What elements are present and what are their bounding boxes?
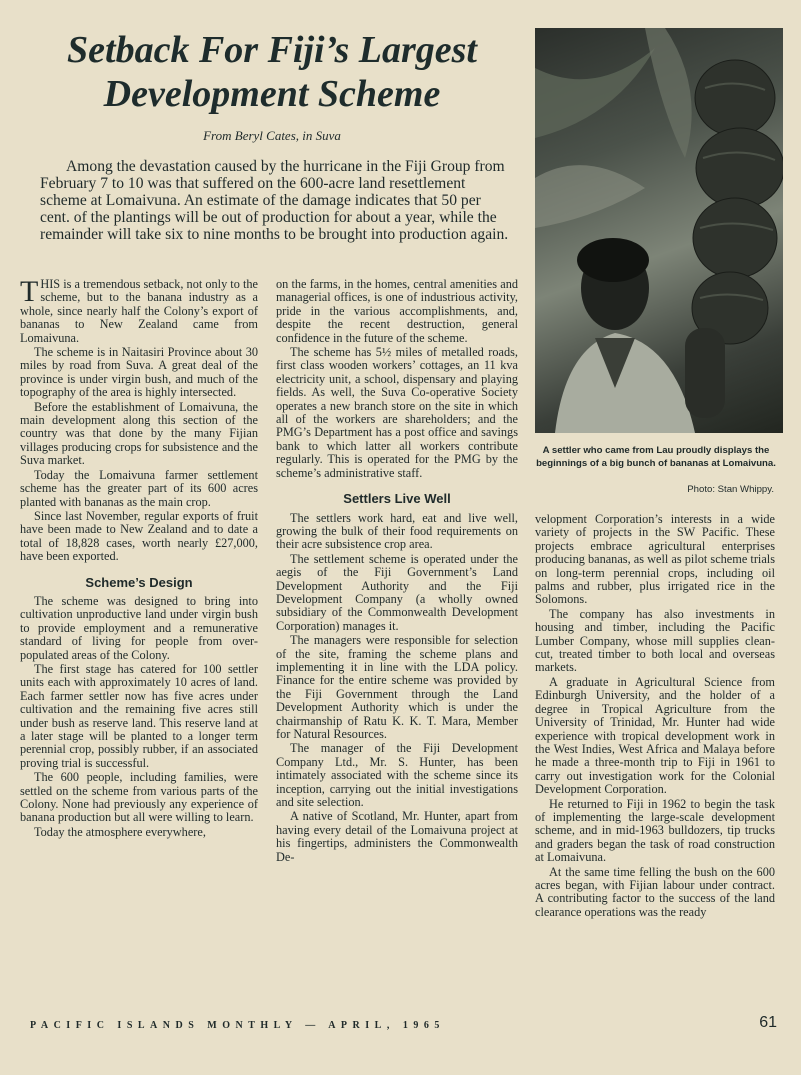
paragraph: on the farms, in the homes, central amenities and managerial offices, is one of industrious activity, pride in the various accomplishments, and, despite the recent destruction, general confidence in the future of the scheme. bbox=[276, 277, 518, 345]
paragraph: At the same time felling the bush on the 600 acres began, with Fijian labour under contract. A contributing factor to the success of the land clearance operations was the ready bbox=[535, 864, 775, 919]
paragraph: Today the atmosphere everywhere, bbox=[34, 824, 206, 839]
intro-paragraph: Among the devastation caused by the hurricane in the Fiji Group from February 7 to 10 was that suffered on the 600-acre land resettlement scheme at Lomaivuna. An estimate of the damage indicates that 50 per cent. of the plantings will be out of production for about a year, while the remainder will take six to nine months to be brought into production again. bbox=[40, 158, 509, 243]
photo-credit: Photo: Stan Whippy. bbox=[687, 484, 774, 495]
paragraph: The scheme has 5½ miles of metalled roads, first class wooden workers’ cottages, an 11 kva electricity unit, a school, dispensary and playing fields. As well, the Suva Co-operative Society operates a new branch store on the site in which all of the workers are shareholders; and the PMG’s Department has a post office and savings bank to which latter all workers contribute regularly. This is operated for the PMG by the scheme’s administrative staff. bbox=[276, 345, 518, 480]
paragraph: The company has also investments in housing and timber, including the Pacific Lumber Company, whose mill supplies clean-cut, treated timber to both local and overseas markets. bbox=[535, 606, 775, 675]
paragraph: Today the Lomaivuna farmer settlement scheme has the greater part of its 600 acres planted with bananas as the main crop. bbox=[20, 467, 258, 509]
paragraph: THIS is a tremendous setback, not only to the scheme, but to the banana industry as a whole, since nearly half the Colony’s export of bananas to New Zealand came from Lomaivuna. bbox=[20, 275, 258, 345]
byline: From Beryl Cates, in Suva bbox=[203, 128, 341, 143]
subheading-settlers-live-well: Settlers Live Well bbox=[343, 491, 451, 507]
paragraph: A graduate in Agricultural Science from Edinburgh University, and the holder of a degree in Tropical Agriculture from the University of Trinidad, Mr. Hunter had wide experience with tropical development work in the West Indies, West Africa and Malaya before he made a three-month trip to Fiji in 1961 to carry out investigation work for the Colonial Development Corporation. bbox=[535, 674, 775, 797]
subheading-schemes-design: Scheme’s Design bbox=[85, 574, 193, 590]
paragraph: The managers were responsible for selection of the site, framing the scheme plans and implementing it in line with the LDA policy. Finance for the entire scheme was provided by the Fiji Government through the Land Development Authority which is under the chairmanship of Ratu K. K. T. Mara, Member for Natural Resources. bbox=[276, 633, 518, 741]
photo-illustration bbox=[535, 28, 783, 433]
paragraph: The settlement scheme is operated under the aegis of the Fiji Government’s Land Development Authority and the Fiji Development Company (a wholly owned subsidiary of the Commonwealth Development Corporation) manages it. bbox=[276, 551, 518, 633]
paragraph: The settlers work hard, eat and live well, growing the bulk of their food requirements on their acre subsistence crop area. bbox=[276, 510, 518, 552]
article-title bbox=[22, 28, 522, 116]
title-line-1: Setback For Fiji’s Largest bbox=[67, 29, 477, 71]
column-2 bbox=[276, 278, 518, 865]
settler-photo bbox=[535, 28, 783, 433]
page-number: 61 bbox=[759, 1014, 777, 1031]
paragraph: The 600 people, including families, were settled on the scheme from various parts of the Colony. None had previously any experience of banana production but all were willing to learn. bbox=[20, 770, 258, 825]
paragraph: Since last November, regular exports of fruit have been made to New Zealand and to date a total of 18,828 cases, worth nearly £27,000, have been exported. bbox=[20, 508, 258, 564]
paragraph: Before the establishment of Lomaivuna, the main development along this section of the country was that done by the many Fijian villages producing crops for subsistence and the Suva market. bbox=[20, 399, 258, 468]
paragraph: He returned to Fiji in 1962 to begin the task of implementing the large-scale development scheme, and in mid-1963 bulldozers, tip trucks and graders began the task of road construction at Lomaivuna. bbox=[535, 796, 775, 865]
column-3 bbox=[535, 513, 775, 920]
paragraph: The first stage has catered for 100 settler units each with approximately 10 acres of land. Each farmer settler now has five acres under cultivation and the remaining five acres still under bush as reserve land. This reserve land at a later stage will be planted to a longer term perennial crop, possibly rubber, if an associated proving trial is successful. bbox=[20, 661, 258, 770]
photo-caption: A settler who came from Lau proudly displays the beginnings of a big bunch of bananas at Lomaivuna. bbox=[536, 445, 776, 469]
paragraph: The manager of the Fiji Development Company Ltd., Mr. S. Hunter, has been intimately associated with the scheme since its inception, carrying out the initial investigations and site selection. bbox=[276, 741, 518, 810]
paragraph: The scheme was designed to bring into cultivation unproductive land under virgin bush to provide employment and a remunerative standard of living for people from over-populated areas of the Colony. bbox=[20, 593, 258, 662]
paragraph: The scheme is in Naitasiri Province about 30 miles by road from Suva. A great deal of the province is under virgin bush, and much of the topography of the area is highly intersected. bbox=[20, 345, 258, 400]
running-footer: PACIFIC ISLANDS MONTHLY — APRIL, 1965 bbox=[30, 1020, 445, 1031]
title-line-2: Development Scheme bbox=[103, 73, 441, 115]
column-1 bbox=[20, 275, 258, 840]
paragraph: velopment Corporation’s interests in a wide variety of projects in the SW Pacific. These projects embrace agricultural enterprises producing bananas, as well as pilot scheme trials on long-term perennial crops, including oil palms and rubber, plus irrigated rice in the Solomons. bbox=[535, 512, 775, 607]
paragraph: A native of Scotland, Mr. Hunter, apart from having every detail of the Lomaivuna project at his fingertips, administers the Commonwealth De- bbox=[276, 809, 518, 864]
